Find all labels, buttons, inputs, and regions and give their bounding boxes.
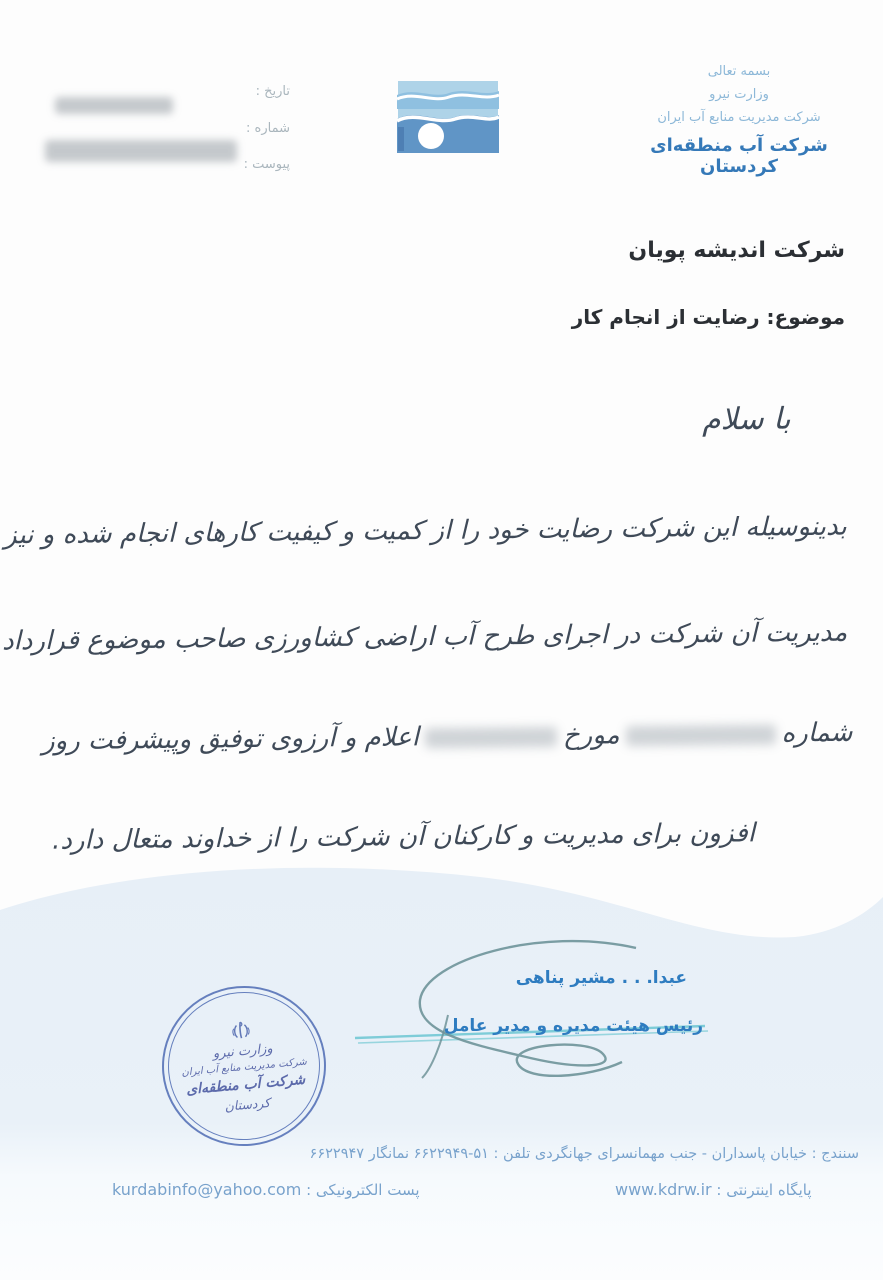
footer-email: kurdabinfo@yahoo.com [112,1180,302,1199]
body-line-3-word-number: شماره [781,717,854,749]
ministry-line: وزارت نیرو [709,87,769,102]
salutation: با سلام [702,401,792,438]
stamp-line-parent: شرکت مدیریت منابع آب ایران [181,1056,308,1079]
footer-address [310,1146,859,1162]
water-waves-logo [397,79,499,153]
basmala-line: بسمه تعالی [707,64,771,79]
footer-web-group [615,1180,812,1199]
iran-emblem-icon [230,1019,252,1043]
body-line-3 [42,718,853,756]
body-line-1: بدینوسیله این شرکت رضایت خود را از کمیت و کیفیت کارهای انجام شده و نیز [4,511,848,551]
stamp-line-ministry: وزارت نیرو [212,1041,274,1062]
subject-line: موضوع: رضایت از انجام کار [571,305,845,329]
footer-fax-label: نمانگار [368,1146,409,1162]
recipient-name: شرکت اندیشه پویان [628,238,845,263]
redacted-contract-number [626,724,776,746]
footer-phone: ۶۶۲۲۹۴۹-۵۱ [413,1146,489,1162]
body-line-4: افزون برای مدیریت و کارکنان آن شرکت را از خداوند متعال دارد. [51,818,756,856]
body-line-3-word-dated: مورخ [563,720,621,751]
stamp-line-province: کردستان [223,1094,271,1114]
body-line-3-rest: اعلام و آرزوی توفیق وپیشرفت روز [42,722,420,757]
footer-website: www.kdrw.ir [615,1180,712,1199]
parent-company-line: شرکت مدیریت منابع آب ایران [657,110,821,125]
redacted-contract-date [425,726,557,747]
body-line-2: مدیریت آن شرکت در اجرای طرح آب اراضی کشاورزی صاحب موضوع قرارداد [1,617,848,657]
redacted-number [45,140,237,162]
attachment-label: پیوست : [243,157,290,172]
org-name: شرکت آب منطقه‌ای کردستان [650,135,828,177]
signatory-title: رئیس هیئت مدیره و مدیر عامل [443,1016,703,1036]
footer-address-text: سنندج : خیابان پاسداران - جنب مهمانسرای جهانگردی تلفن : [493,1146,859,1162]
signatory-name: عبدا. . . مشیر پناهی [515,968,687,988]
footer-web-label: پایگاه اینترنتی : [716,1181,812,1199]
letterhead-org-block [609,60,869,177]
redacted-date [55,97,173,114]
number-label: شماره : [246,121,290,136]
footer-email-group [112,1180,420,1199]
footer-fax: ۶۶۲۲۹۴۷ [309,1146,365,1162]
stamp-line-company: شرکت آب منطقه‌ای [185,1071,306,1099]
date-label: تاریخ : [255,84,290,99]
signature-scribble [330,920,730,1100]
footer-email-label: پست الکترونیکی : [306,1181,420,1199]
